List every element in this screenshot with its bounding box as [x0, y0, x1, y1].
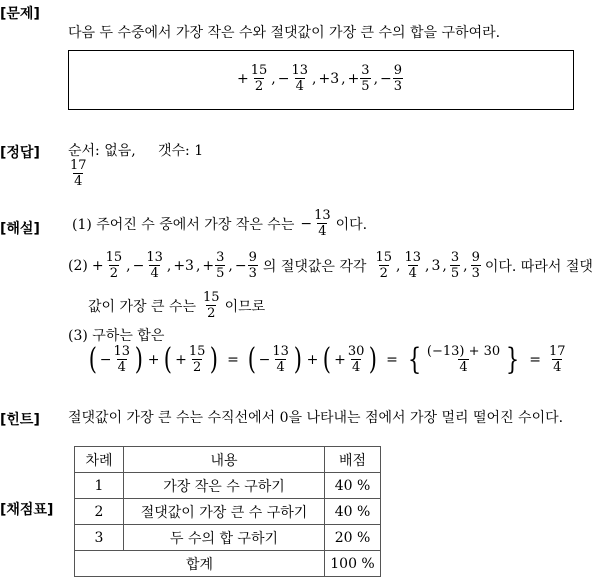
term-sign: + — [237, 70, 249, 87]
numerator: 9 — [471, 250, 480, 265]
row-no: 1 — [75, 473, 124, 499]
table-row — [75, 499, 381, 525]
term-sign: + — [334, 351, 346, 368]
denominator: 3 — [471, 266, 480, 281]
numerator: 3 — [361, 63, 370, 78]
denominator: 4 — [295, 79, 304, 94]
denominator: 2 — [207, 306, 216, 321]
term-fraction — [250, 63, 269, 94]
problem-expression: + $\frac{15}{2}$ , − $\frac{13}{4}$ , +3 , + $\frac{3}{5}$ , − $\frac{9}{3}$ — [237, 63, 403, 94]
row-content: 두 수의 합 구하기 — [124, 525, 325, 551]
term-sign: + — [175, 351, 187, 368]
term-sign: − — [380, 70, 392, 87]
numerator: 13 — [272, 344, 289, 359]
solution-step-2-line-2 — [88, 290, 265, 321]
denominator: 3 — [248, 266, 257, 281]
header-content: 내용 — [124, 447, 325, 473]
denominator: 4 — [553, 360, 562, 375]
numerator: 15 — [375, 250, 393, 265]
term-sign: − — [99, 351, 112, 368]
answer-count: 갯수: 1 — [158, 143, 204, 159]
denominator: 4 — [117, 360, 126, 375]
numerator: 3 — [216, 250, 225, 265]
answer-order: 순서: 없음, — [68, 143, 136, 159]
numerator: 13 — [314, 208, 331, 223]
problem-label: [문제] — [0, 6, 40, 22]
numerator: 13 — [291, 63, 309, 78]
denominator: 2 — [193, 360, 202, 375]
denominator: 4 — [74, 174, 83, 189]
denominator: 4 — [318, 224, 327, 239]
term-fraction — [393, 63, 403, 94]
denominator: 4 — [459, 360, 468, 375]
term-fraction — [360, 63, 370, 94]
step-text: 이다. — [335, 216, 368, 233]
numerator: 15 — [105, 250, 123, 265]
numerator: 17 — [549, 344, 566, 359]
table-row — [75, 525, 381, 551]
denominator: 5 — [361, 79, 370, 94]
row-no: 3 — [75, 525, 124, 551]
term-fraction — [290, 63, 309, 94]
numerator: 3 — [450, 250, 460, 265]
numerator: 17 — [70, 158, 87, 173]
numerator: (−13) + 30 — [426, 344, 501, 359]
numerator: 9 — [248, 250, 257, 265]
hint-text: 절댓값이 가장 큰 수는 수직선에서 0을 나타내는 점에서 가장 멀리 떨어진 수이다. — [68, 410, 564, 426]
step-text: 의 절댓값은 각각 — [262, 258, 367, 275]
term-plain: 3 — [431, 257, 441, 274]
problem-text: 다음 두 수중에서 가장 작은 수와 절댓값이 가장 큰 수의 합을 구하여라. — [68, 25, 501, 41]
answer-value — [68, 158, 89, 189]
numerator: 13 — [146, 250, 163, 265]
scoring-label: [채점표] — [0, 502, 54, 518]
denominator: 2 — [379, 266, 388, 281]
numerator: 13 — [404, 250, 422, 265]
header-score: 배점 — [325, 447, 381, 473]
row-score: 40 % — [325, 473, 381, 499]
denominator: 4 — [408, 266, 417, 281]
numerator: 15 — [203, 290, 220, 305]
numerator: 15 — [188, 344, 206, 359]
numerator: 15 — [250, 63, 268, 78]
row-score: 20 % — [325, 525, 381, 551]
solution-step-3: (3) 구하는 합은 — [68, 328, 165, 344]
table-header-row — [75, 447, 381, 473]
term-sign: − — [300, 215, 313, 232]
solution-label: [해설] — [0, 221, 40, 237]
term-plain: +3 — [173, 257, 194, 274]
term-sign: − — [258, 351, 271, 368]
denominator: 2 — [109, 266, 118, 281]
table-total-row — [75, 551, 381, 577]
step-text: 이므로 — [224, 298, 266, 315]
numerator: 30 — [347, 344, 365, 359]
denominator: 4 — [150, 266, 159, 281]
solution-step-3-equation: ( − $\frac{13}{4}$ ) + ( + $\frac{15}{2}$ ) = ( − $\frac{13}{4}$ ) + ( + $\frac{30}{4}$ ) = { $\frac{(-13) + 30}{4}$ } = $\frac{17}{4}$ — [88, 341, 566, 377]
term-sign: − — [234, 257, 247, 274]
total-score: 100 % — [325, 551, 381, 577]
denominator: 4 — [351, 360, 361, 375]
denominator: 3 — [393, 79, 403, 94]
row-no: 2 — [75, 499, 124, 525]
term-plain: +3 — [318, 70, 340, 87]
term-sign: − — [277, 70, 290, 87]
term-sign: − — [132, 257, 145, 274]
header-no: 차례 — [75, 447, 124, 473]
total-label: 합계 — [75, 551, 325, 577]
denominator: 5 — [216, 266, 225, 281]
numerator: 9 — [393, 63, 403, 78]
denominator: 5 — [450, 266, 460, 281]
solution-step-1 — [72, 208, 367, 239]
term-sign: + — [347, 70, 360, 87]
row-score: 40 % — [325, 499, 381, 525]
step-text: 값이 가장 큰 수는 — [88, 298, 197, 315]
problem-expression-box — [68, 50, 574, 110]
row-content: 절댓값이 가장 큰 수 구하기 — [124, 499, 325, 525]
denominator: 2 — [254, 79, 264, 94]
term-sign: + — [91, 257, 104, 274]
table-row — [75, 473, 381, 499]
row-content: 가장 작은 수 구하기 — [124, 473, 325, 499]
answer-label: [정답] — [0, 145, 40, 161]
numerator: 13 — [113, 344, 130, 359]
scoring-table — [74, 446, 381, 577]
step-text: (2) — [68, 257, 88, 274]
step-text: (1) 주어진 수 중에서 가장 작은 수는 — [72, 216, 295, 233]
term-sign: + — [202, 257, 215, 274]
solution-step-2: (2) + $\frac{15}{2}$ , − $\frac{13}{4}$ , +3 , + $\frac{3}{5}$ , − $\frac{9}{3}$ 의 절댓값은 각각 $\frac{15}{2}$ , $\frac{13}{4}$ , 3 , $\frac{3}{5}$ , $\frac{9}{3}$ 이다. 따라서 절댓 — [68, 250, 593, 281]
denominator: 4 — [276, 360, 285, 375]
step-text: 이다. 따라서 절댓 — [484, 258, 593, 275]
hint-label: [힌트] — [0, 412, 40, 428]
